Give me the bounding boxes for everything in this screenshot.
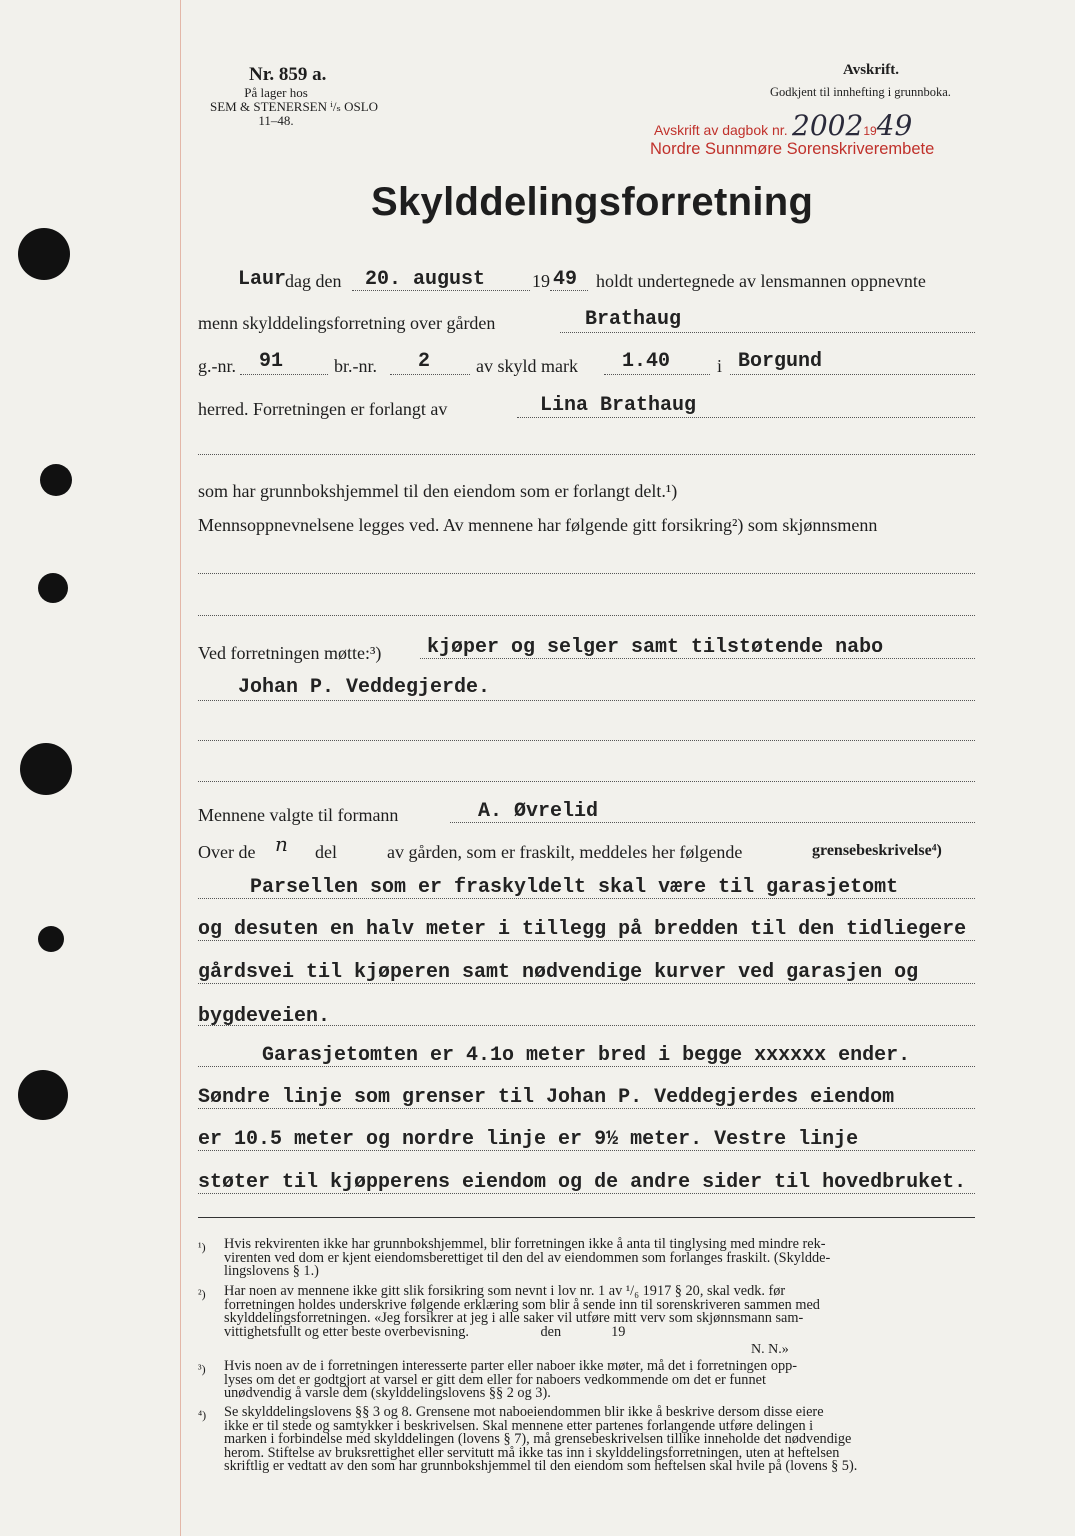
publisher-line1: På lager hos — [244, 85, 308, 100]
punch-hole — [38, 926, 64, 952]
footnote-line: lyses om det er godtgjort at varsel er gitt dem eller for naboers vedkommende om det er funnet — [224, 1371, 766, 1388]
blank-dotline — [198, 454, 975, 455]
body-line: Søndre linje som grenser til Johan P. Veddegjerdes eiendom — [198, 1086, 895, 1109]
body-line: er 10.5 meter og nordre linje er 9½ meter. Vestre linje — [198, 1128, 859, 1151]
footnote-line: Har noen av mennene ikke gitt slik forsikring som nevnt i lov nr. 1 av ¹/₆ 1917 § 20, skal vedk. før — [224, 1283, 786, 1299]
year-prefix: 19 — [532, 271, 550, 291]
mote-label: Ved forretningen møtte:³) — [198, 643, 382, 663]
bnr-value: 2 — [418, 350, 431, 373]
punch-hole — [18, 228, 70, 280]
farm-dotline — [560, 332, 975, 333]
grense-label: grensebeskrivelse⁴) — [812, 842, 942, 859]
farm-name: Brathaug — [585, 308, 682, 331]
footnote-line: lingslovens § 1.) — [224, 1263, 319, 1280]
mote-typed-1: kjøper og selger samt tilstøtende nabo — [427, 636, 884, 659]
over-de-n: n — [275, 832, 288, 856]
requested-dotline — [517, 417, 975, 418]
gnr-value: 91 — [259, 350, 284, 373]
body-dotline — [198, 1066, 975, 1067]
footnote-line: virenten ved dom er kjent eiendomsberettiget til den del av eiendommen som forlanges fraskilt. (Skyldde- — [224, 1249, 831, 1266]
stamp-year-prefix: 19 — [863, 124, 877, 138]
footnote-line: forretningen holdes underskrive følgende erklæring som blir å sende inn til sorenskriveren sammen med — [224, 1296, 820, 1313]
form-publisher — [210, 85, 379, 128]
footnote-rule — [198, 1217, 975, 1218]
body-line: Parsellen som er fraskyldelt skal være til garasjetomt — [250, 876, 899, 899]
municipality-dotline — [730, 374, 975, 375]
footnote-line: skylddelingsforretningen. «Jeg forsikrer at jeg i alle saker vil utføre mitt verv som skjønnsmann sam- — [224, 1310, 804, 1327]
date-dotline — [352, 290, 530, 291]
date-typed: 20. august — [365, 268, 486, 291]
footnote-3 — [224, 1360, 797, 1401]
year-typed: 49 — [553, 268, 578, 291]
i-label: i — [717, 356, 723, 376]
formann-dotline — [450, 822, 975, 823]
avskrift-subtitle: Godkjent til innhefting i grunnboka. — [770, 85, 951, 99]
body-dotline — [198, 1193, 975, 1194]
footnote-number: ¹) — [198, 1240, 206, 1254]
body-line: Garasjetomten er 4.1o meter bred i begge xxxxxx ender. — [262, 1044, 911, 1067]
bnr-dotline — [390, 374, 470, 375]
weekday-typed: Laur — [238, 268, 287, 291]
publisher-line2: SEM & STENERSEN ⁱ/ₛ OSLO — [210, 99, 379, 114]
body-dotline — [198, 940, 975, 941]
blank-dotline — [198, 615, 975, 616]
footnote-line: Se skylddelingslovens §§ 3 og 8. Grensene mot naboeiendommen blir ikke å beskrive dersom disse eiere — [224, 1404, 824, 1420]
stamp-office: Nordre Sunnmøre Sorenskriverembete — [650, 140, 935, 158]
skyld-value: 1.40 — [622, 350, 671, 373]
body-dotline — [198, 1108, 975, 1109]
herred-label: herred. Forretningen er forlangt av — [198, 399, 448, 419]
punch-hole — [18, 1070, 68, 1120]
body-line: bygdeveien. — [198, 1005, 331, 1028]
footnote-line: ikke er til stede og samtykker i beskrivelsen. Skal mennene etter partenes forlangende utføre delingen i — [224, 1417, 814, 1434]
footnote-number: ⁴) — [198, 1408, 207, 1422]
footnote-2 — [224, 1285, 820, 1339]
blank-dotline — [198, 781, 975, 782]
publisher-line3: 11–48. — [258, 113, 294, 128]
skyld-label: av skyld mark — [476, 356, 578, 376]
journal-stamp — [654, 109, 912, 142]
footnote-signature: N. N.» — [751, 1342, 789, 1357]
stamp-prefix: Avskrift av dagbok nr. — [654, 122, 788, 138]
weekday-suffix: dag den — [285, 271, 342, 291]
gnr-dotline — [240, 374, 328, 375]
footnote-number: ³) — [198, 1362, 206, 1376]
line2-prefix: menn skylddelingsforretning over gården — [198, 313, 496, 333]
municipality: Borgund — [738, 350, 823, 373]
footnote-line: marken i forbindelse med skylddelingen (lovens § 7), må grensebeskrivelsen tillike inneholde det nødvendige — [224, 1431, 852, 1448]
bnr-label: br.-nr. — [334, 356, 377, 376]
over-de-label: Over de — [198, 842, 256, 862]
avskrift-title: Avskrift. — [843, 62, 899, 78]
over-rest: av gården, som er fraskilt, meddeles her følgende — [387, 842, 743, 862]
blank-dotline — [198, 740, 975, 741]
footnote-line: Hvis noen av de i forretningen interesserte parter eller naboer ikke møter, må det i forretningen opp- — [224, 1358, 798, 1374]
punch-hole — [38, 573, 68, 603]
del-label: del — [315, 842, 337, 862]
formann-name: A. Øvrelid — [478, 800, 599, 823]
document-title: Skylddelingsforretning — [371, 180, 814, 224]
footnote-4 — [224, 1406, 857, 1474]
body-line: støter til kjøpperens eiendom og de andre sider til hovedbruket. — [198, 1171, 967, 1194]
body-dotline — [198, 1150, 975, 1151]
footnote-line: unødvendig å varsle dem (skylddelingslovens §§ 2 og 3). — [224, 1385, 551, 1402]
punch-hole — [20, 743, 72, 795]
mote-typed-2: Johan P. Veddegjerde. — [238, 676, 491, 699]
stamp-number: 2002 — [792, 109, 864, 142]
body-dotline — [198, 1025, 975, 1026]
footnote-number: ²) — [198, 1287, 206, 1301]
skyld-dotline — [604, 374, 710, 375]
footnote-line: skriftlig er vedtatt av den som har grunnbokshjemmel til den eiendom som heftelsen skal hvile på (lovens § 5). — [224, 1458, 858, 1475]
gnr-label: g.-nr. — [198, 356, 236, 376]
footnote-line: herom. Stiftelse av bruksrettighet eller servitutt må ikke tas inn i skylddelingsforretningen, uten at heftelsen — [224, 1444, 840, 1461]
footnote-line: vittighetsfullt og etter beste overbevisning. den 19 — [224, 1323, 626, 1340]
requested-by: Lina Brathaug — [540, 394, 697, 417]
mote-dotline — [420, 658, 975, 659]
footnote-1 — [224, 1238, 830, 1279]
menn-text: Mennsoppnevnelsene legges ved. Av mennene har følgende gitt forsikring²) som skjønnsmenn — [198, 515, 878, 535]
form-number: Nr. 859 a. — [249, 64, 327, 85]
body-line: gårdsvei til kjøperen samt nødvendige kurver ved garasjen og — [198, 961, 919, 984]
body-line: og desuten en halv meter i tillegg på bredden til den tidliegere — [198, 918, 967, 941]
punch-hole — [40, 464, 72, 496]
line1-after-year: holdt undertegnede av lensmannen oppnevnte — [596, 271, 926, 291]
body-dotline — [198, 898, 975, 899]
year-dotline — [550, 290, 588, 291]
margin-line — [180, 0, 181, 1536]
body-dotline — [198, 983, 975, 984]
blank-dotline — [198, 573, 975, 574]
formann-label: Mennene valgte til formann — [198, 805, 399, 825]
stamp-year: 49 — [876, 109, 913, 142]
blank-dotline — [198, 700, 975, 701]
grunnbok-text: som har grunnbokshjemmel til den eiendom som er forlangt delt.¹) — [198, 481, 678, 501]
footnote-line: Hvis rekvirenten ikke har grunnbokshjemmel, blir forretningen ikke å anta til tinglysing med mindre rek- — [224, 1236, 826, 1252]
